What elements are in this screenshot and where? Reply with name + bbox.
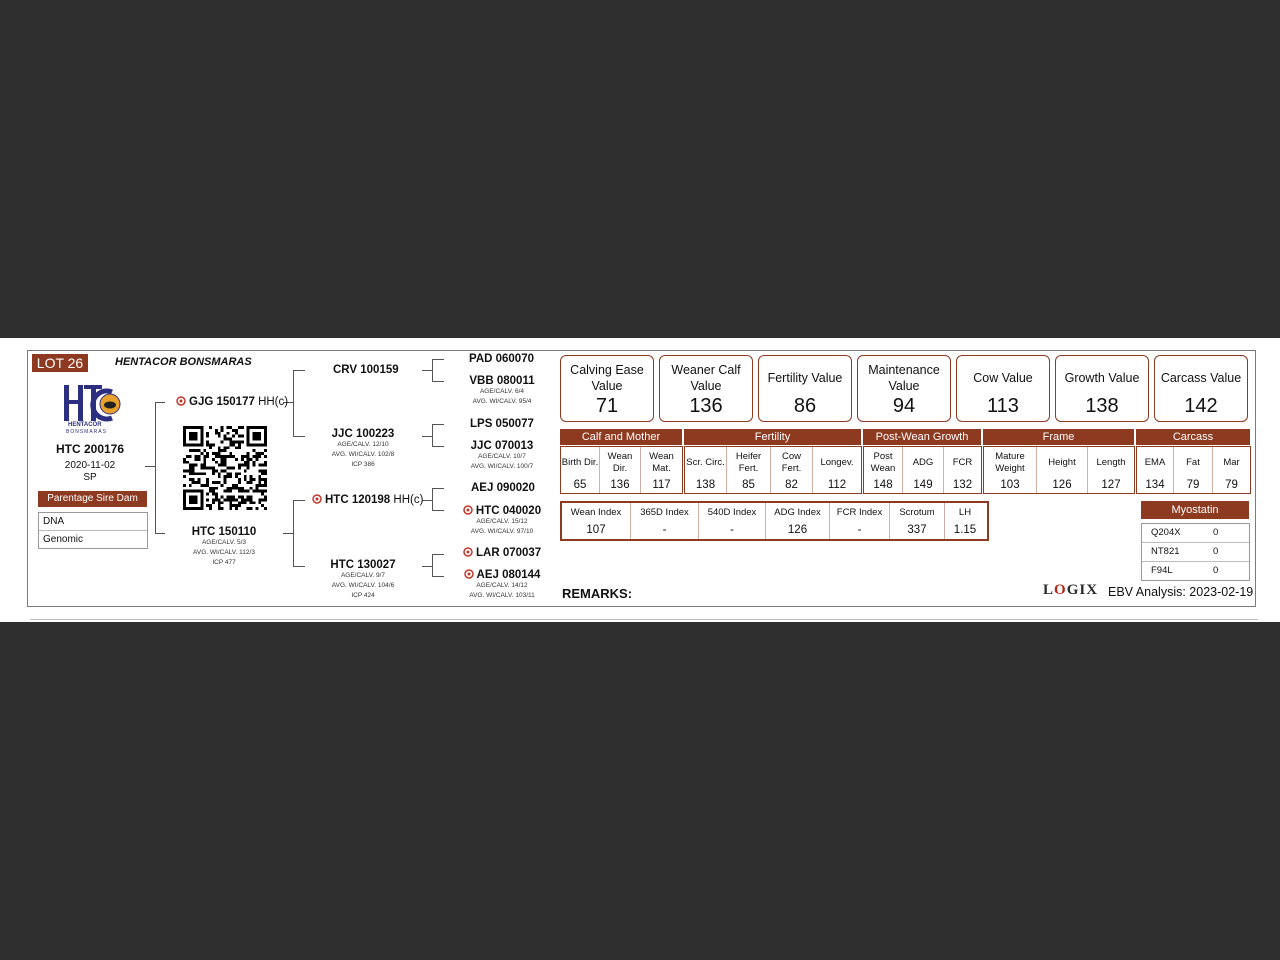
ebv-cell: Cow Fert. 82 — [771, 447, 813, 493]
target-icon — [464, 569, 474, 579]
logo-sub: HENTACOR — [68, 422, 102, 428]
logix-logo: LOGIX — [1043, 582, 1099, 598]
pedigree-dam-dam: HTC 130027 AGE/CALV. 9/7 AVG. WI/CALV. 104/6 ICP 424 — [330, 559, 396, 599]
parentage-row: Genomic — [43, 534, 84, 545]
value-box-maintenance: Maintenance Value 94 — [857, 355, 951, 422]
myostatin-table — [1141, 523, 1250, 581]
ebv-cell: Fat 79 — [1174, 447, 1213, 493]
ebv-cell: Longev. 112 — [820, 457, 854, 491]
animal-id: HTC 200176 — [55, 442, 125, 456]
ebv-group-carcass: Carcass — [1136, 429, 1250, 445]
ebv-cell: EMA 134 — [1137, 447, 1174, 493]
parentage-table — [38, 512, 148, 549]
ebv-cell: Scr. Circ. 138 — [685, 447, 727, 493]
pedigree-sire: GJG 150177 HH(c) — [176, 396, 288, 408]
ebv-cells-calf-mother — [560, 446, 683, 494]
ebv-group-fertility: Fertility — [684, 429, 861, 445]
ebv-cell: Wean Mat. 117 — [649, 451, 674, 491]
value-box-fertility: Fertility Value 86 — [758, 355, 852, 422]
pedigree-sss: PAD 060070 — [469, 353, 534, 365]
pedigree-dam-sire: HTC 120198 HH(c) — [312, 494, 423, 506]
pedigree-sire-dam: JJC 100223 AGE/CALV. 12/10 AVG. WI/CALV. 102/8 ICP 386 — [331, 428, 395, 468]
index-cell: 365D Index - — [631, 503, 699, 539]
myostatin-row: Q204X 0 — [1142, 524, 1249, 543]
pedigree-ddd: AEJ 080144 AGE/CALV. 14/12 AVG. WI/CALV. 103/11 — [460, 569, 544, 601]
lot-badge: LOT 26 — [32, 354, 88, 372]
ebv-cell: Post Wean 148 — [864, 447, 903, 493]
pedigree-sire-sire: CRV 100159 — [333, 364, 399, 376]
ebv-cells-carcass — [1136, 446, 1251, 494]
animal-type: SP — [83, 472, 97, 483]
ebv-cells-post-wean — [863, 446, 982, 494]
ebv-cell: Mature Weight 103 — [984, 447, 1037, 493]
breeder-logo — [62, 382, 126, 436]
pedigree-sheet — [0, 338, 1280, 622]
divider — [30, 619, 1258, 620]
target-icon — [463, 547, 473, 557]
ebv-cell: Mar 79 — [1223, 457, 1240, 491]
value-box-calving-ease: Calving Ease Value 71 — [560, 355, 654, 422]
index-table — [560, 501, 989, 541]
animal-birth-date: 2020-11-02 — [64, 460, 116, 471]
index-cell: Scrotum 337 — [890, 503, 945, 539]
ebv-cells-fertility — [684, 446, 862, 494]
pedigree-sds: LPS 050077 — [470, 418, 534, 430]
ebv-cell: Birth Dir. 65 — [561, 447, 600, 493]
ebv-group-post-wean: Post-Wean Growth — [863, 429, 981, 445]
value-box-carcass: Carcass Value 142 — [1154, 355, 1248, 422]
target-icon — [463, 505, 473, 515]
ebv-group-frame: Frame — [983, 429, 1134, 445]
target-icon — [312, 494, 322, 504]
index-cell: FCR Index - — [830, 503, 890, 539]
ebv-cells-frame — [983, 446, 1135, 494]
analysis-date: EBV Analysis: 2023-02-19 — [1108, 585, 1254, 599]
ebv-cell: FCR 132 — [952, 457, 973, 491]
index-cell: 540D Index - — [699, 503, 766, 539]
qr-code[interactable] — [183, 426, 267, 510]
index-cell: LH 1.15 — [953, 507, 977, 536]
myostatin-row: NT821 0 — [1142, 543, 1249, 562]
ebv-cell: Length 127 — [1096, 457, 1126, 491]
ebv-cell: Heifer Fert. 85 — [727, 447, 771, 493]
pedigree-dss: AEJ 090020 — [471, 482, 535, 494]
pedigree-dds: LAR 070037 — [463, 547, 541, 559]
parentage-header: Parentage Sire Dam — [38, 491, 147, 507]
pedigree-ssd: VBB 080011 AGE/CALV. 6/4 AVG. WI/CALV. 95/4 — [469, 375, 535, 405]
index-cell: ADG Index 126 — [766, 503, 830, 539]
value-box-weaner-calf: Weaner Calf Value 136 — [659, 355, 753, 422]
pedigree-dam: HTC 150110 AGE/CALV. 5/3 AVG. WI/CALV. 112/3 ICP 477 — [191, 526, 257, 566]
value-box-growth: Growth Value 138 — [1055, 355, 1149, 422]
target-icon — [176, 396, 186, 406]
parentage-row: DNA — [39, 513, 147, 531]
ebv-group-calf-mother: Calf and Mother — [560, 429, 682, 445]
myostatin-row: F94L 0 — [1151, 565, 1219, 576]
remarks-label: REMARKS: — [562, 586, 633, 601]
index-cell: Wean Index 107 — [562, 503, 631, 539]
myostatin-header: Myostatin — [1141, 501, 1249, 519]
ebv-cell: Height 126 — [1037, 447, 1088, 493]
pedigree-dsd: HTC 040020 AGE/CALV. 15/12 AVG. WI/CALV. 97/10 — [460, 505, 544, 537]
pedigree-sdd: JJC 070013 AGE/CALV. 10/7 AVG. WI/CALV. 100/7 — [470, 440, 534, 470]
ebv-cell: Wean Dir. 136 — [600, 447, 641, 493]
value-box-cow: Cow Value 113 — [956, 355, 1050, 422]
ebv-cell: ADG 149 — [903, 447, 944, 493]
logo-sub2: BONSMARAS — [66, 429, 107, 435]
breeder-name: HENTACOR BONSMARAS — [115, 356, 252, 368]
